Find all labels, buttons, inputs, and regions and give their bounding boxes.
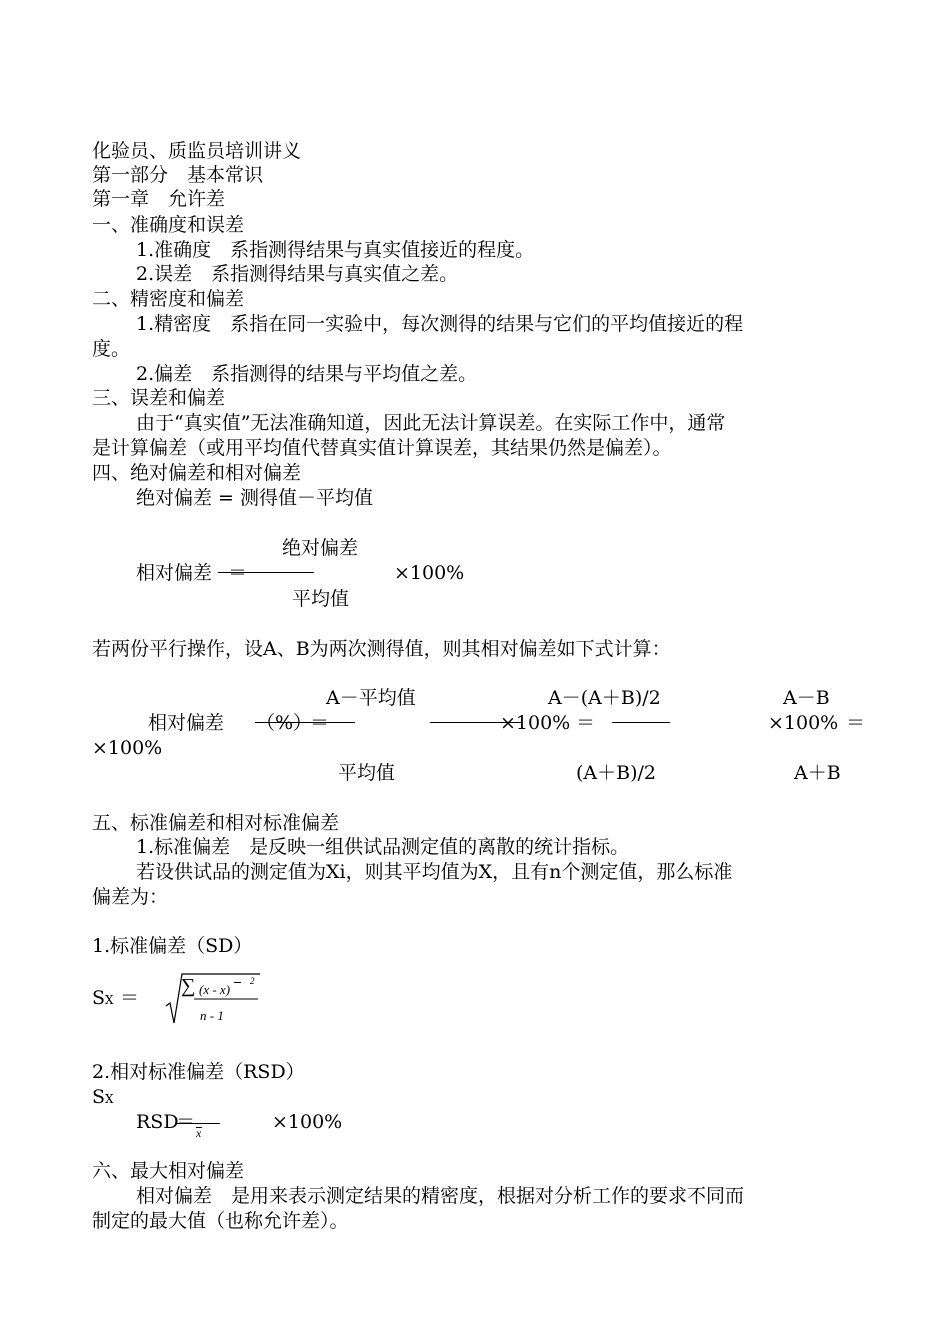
- section-6-para-line-2: 制定的最大值（也称允许差）。: [92, 1210, 349, 1232]
- section-5-item-1: 1.标准偏差 是反映一组供试品测定值的离散的统计指标。: [136, 836, 630, 858]
- formula-2-numerator-2: A－(A＋B)/2: [548, 687, 661, 709]
- section-2-item-2: 2.偏差 系指测得的结果与平均值之差。: [136, 363, 478, 385]
- sx-equals: ＝: [120, 987, 140, 1009]
- sd-numerator: (x - x): [199, 982, 231, 997]
- rsd-numerator: SX: [92, 1086, 114, 1108]
- chapter-heading: 第一章 允许差: [92, 188, 226, 210]
- formula-2-trailing-times: ×100%: [92, 737, 163, 759]
- section-3-para-line-1: 由于“真实值”无法准确知道，因此无法计算误差。在实际工作中，通常: [136, 412, 726, 434]
- formula-2-denominator-3: A＋B: [794, 762, 841, 784]
- formula-2-numerator-3: A－B: [783, 687, 830, 709]
- formula-2-times-3: ×100%: [768, 712, 839, 734]
- section-6-para-line-1: 相对偏差 是用来表示测定结果的精密度，根据对分析工作的要求不同而: [136, 1185, 745, 1207]
- section-2-heading: 二、精密度和偏差: [92, 288, 245, 310]
- formula-2-times-1: ×100%: [500, 712, 571, 734]
- sx-symbol: SX: [92, 987, 114, 1009]
- fraction-bar: [612, 722, 670, 723]
- sd-square: 2: [250, 976, 255, 986]
- rsd-label: RSD: [136, 1111, 179, 1133]
- formula-2-numerator-1: A－平均值: [326, 687, 416, 709]
- fraction-bar: [176, 1123, 220, 1124]
- formula-2-label: 相对偏差: [148, 712, 225, 734]
- fraction-bar: [218, 572, 314, 573]
- section-5-heading: 五、标准偏差和相对标准偏差: [92, 812, 340, 834]
- section-6-heading: 六、最大相对偏差: [92, 1160, 245, 1182]
- rsd-denominator: x: [196, 1126, 202, 1140]
- formula-2-percent: （%）: [256, 712, 313, 734]
- section-5-para-line-2: 偏差为：: [92, 886, 169, 908]
- rsd-title: 2.相对标准偏差（RSD）: [92, 1061, 305, 1083]
- sd-title: 1.标准偏差（SD）: [92, 935, 253, 957]
- rsd-equals: ＝: [176, 1111, 196, 1133]
- document-title: 化验员、质监员培训讲义: [92, 140, 302, 162]
- section-5-para-line-1: 若设供试品的测定值为Xi，则其平均值为X，且有n个测定值，那么标准: [136, 861, 733, 883]
- formula-2-equals-1: ＝: [310, 712, 330, 734]
- relative-deviation-label: 相对偏差: [136, 562, 213, 584]
- fraction-bar: [255, 722, 355, 723]
- sd-denominator: n - 1: [200, 1008, 224, 1023]
- formula-2-equals-2: ＝: [576, 712, 596, 734]
- section-4-heading: 四、绝对偏差和相对偏差: [92, 462, 302, 484]
- mean-bar: [234, 982, 241, 983]
- sigma-symbol: ∑: [181, 975, 196, 997]
- relative-deviation-equals: ＝: [228, 562, 248, 584]
- section-2-item-1-line-2: 度。: [92, 338, 131, 360]
- formula-2-denominator-1: 平均值: [338, 762, 396, 784]
- formula-2-denominator-2: (A＋B)/2: [576, 762, 656, 784]
- relative-deviation-times: ×100%: [394, 562, 465, 584]
- relative-deviation-numerator: 绝对偏差: [282, 537, 359, 559]
- part-heading: 第一部分 基本常识: [92, 164, 264, 186]
- section-3-heading: 三、误差和偏差: [92, 387, 226, 409]
- section-3-para-line-2: 是计算偏差（或用平均值代替真实值计算误差，其结果仍然是偏差）。: [92, 437, 672, 459]
- mean-bar: [196, 1127, 202, 1128]
- section-1-item-2: 2.误差 系指测得结果与真实值之差。: [136, 263, 459, 285]
- section-1-heading: 一、准确度和误差: [92, 214, 245, 236]
- absolute-deviation-formula: 绝对偏差 = 测得值－平均值: [136, 487, 373, 509]
- relative-deviation-denominator: 平均值: [292, 588, 350, 610]
- formula-2-equals-3: ＝: [846, 712, 866, 734]
- rsd-times: ×100%: [272, 1111, 343, 1133]
- section-1-item-1: 1.准确度 系指测得结果与真实值接近的程度。: [136, 239, 535, 261]
- section-2-item-1-line-1: 1.精密度 系指在同一实验中，每次测得的结果与它们的平均值接近的程: [136, 313, 744, 335]
- parallel-operation-text: 若两份平行操作，设A、B为两次测得值，则其相对偏差如下式计算：: [92, 638, 671, 660]
